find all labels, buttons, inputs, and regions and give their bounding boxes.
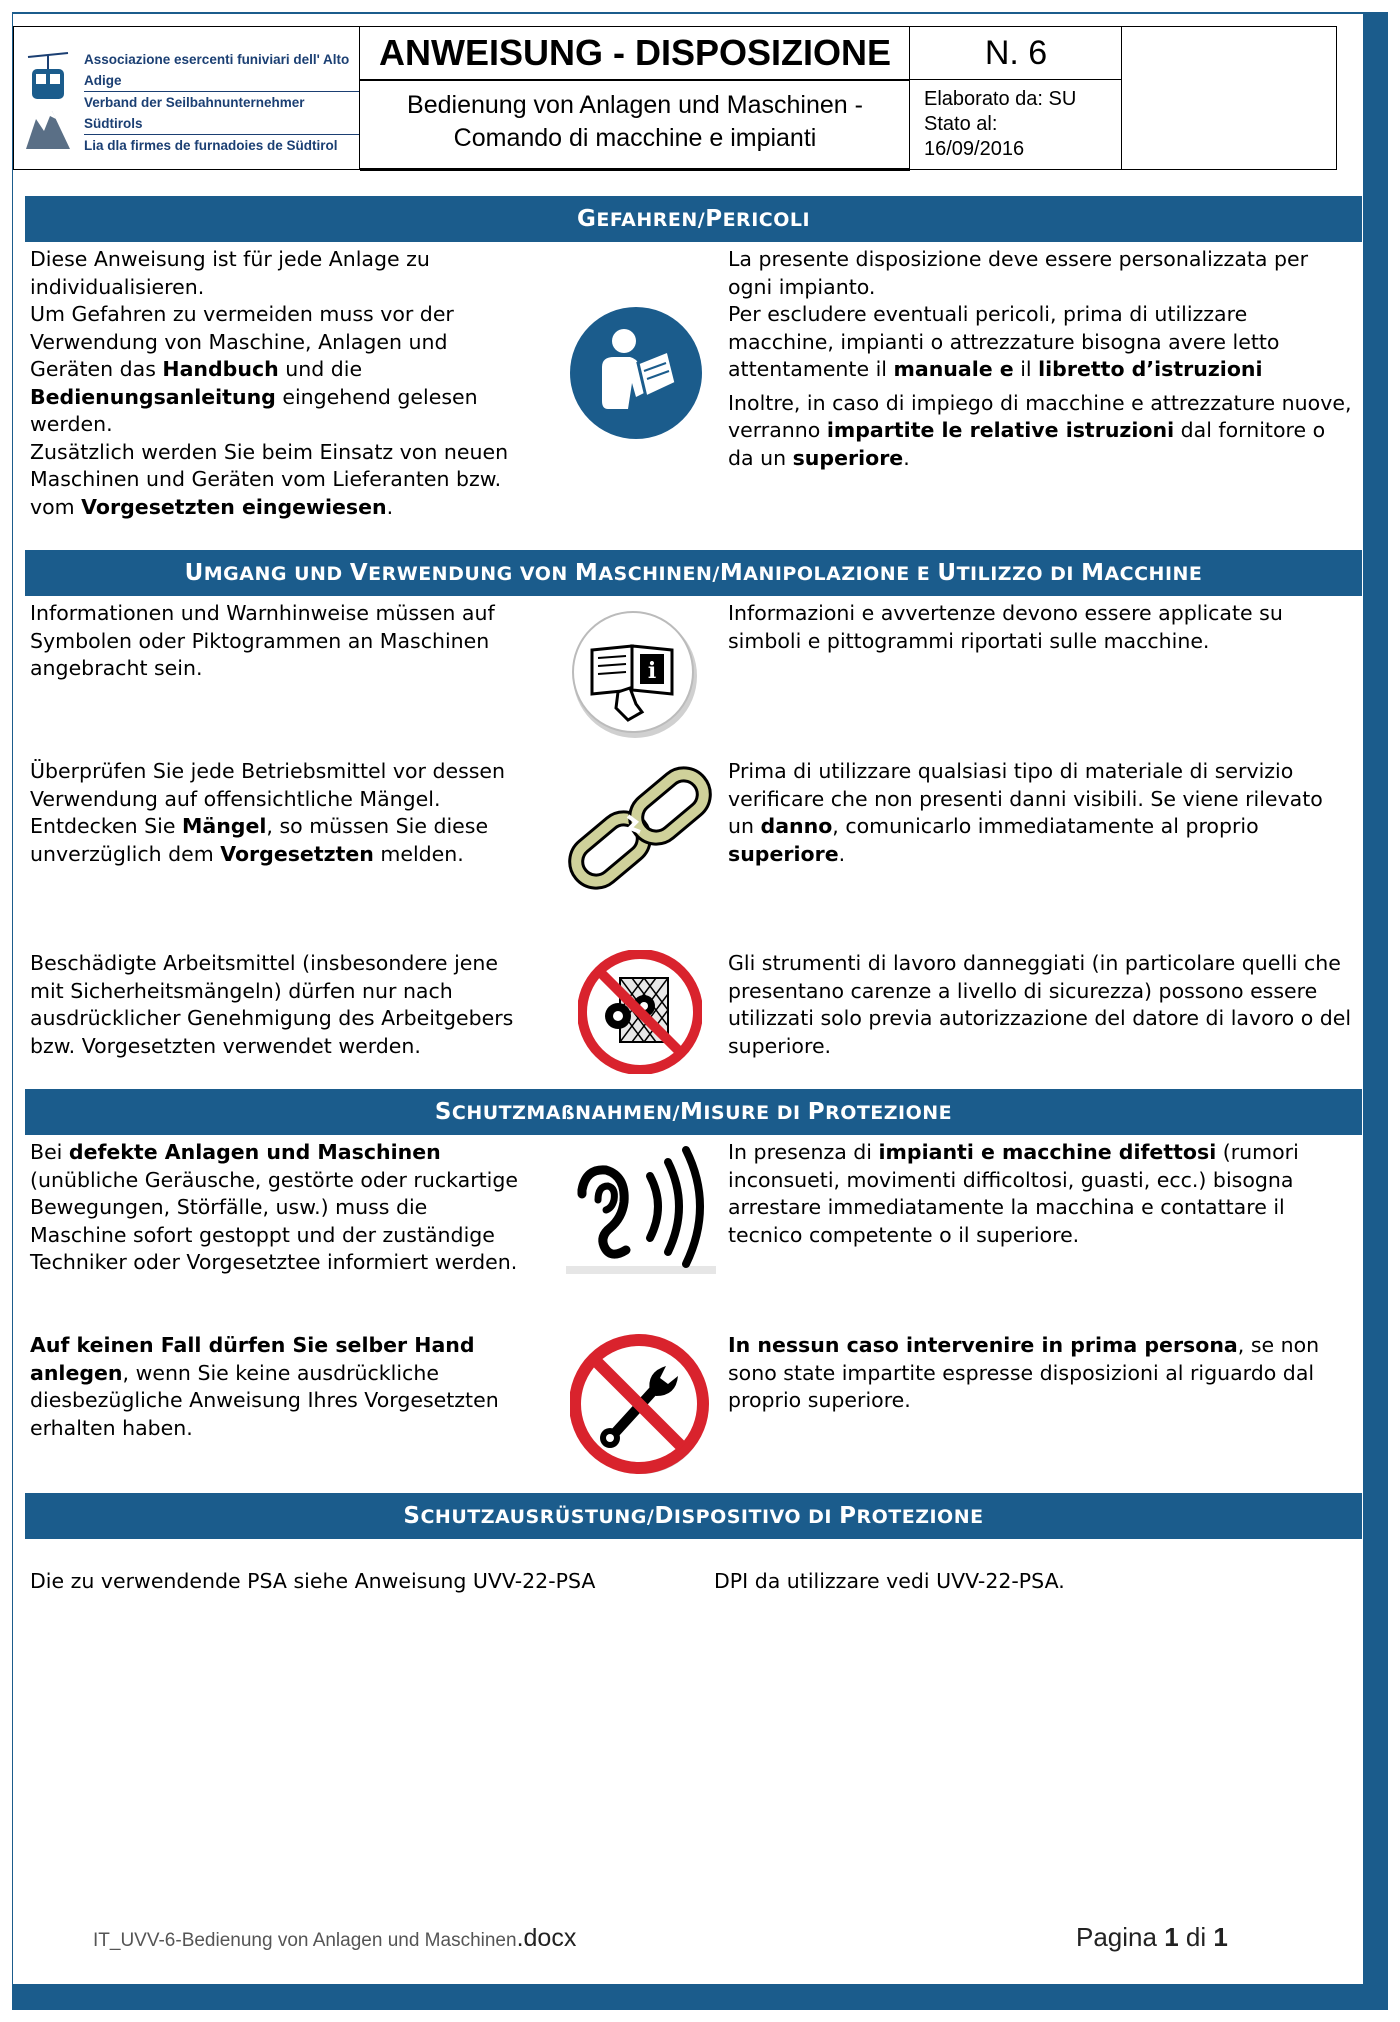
nohand-text-de: Auf keinen Fall dürfen Sie selber Hand anlegen, wenn Sie keine ausdrückliche diesbezügliche Anweisung Ihres Vorgesetzten erhalten haben. — [30, 1333, 499, 1440]
ppe-text-it: DPI da utilizzare vedi UVV-22-PSA. — [714, 1569, 1065, 1593]
header-table — [13, 26, 1337, 170]
blank-cell — [1122, 27, 1336, 169]
section-bar-hazards: GEFAHREN/PERICOLI — [25, 196, 1362, 242]
logo-text — [84, 49, 359, 156]
defect-text-de: Bei defekte Anlagen und Maschinen (unübliche Geräusche, gestörte oder ruckartige Bewegungen, Störfälle, usw.) muss die Maschine sofort gestoppt und der zuständige Techniker oder Vorgesetztee informiert werden. — [30, 1140, 518, 1274]
no-intervention-wrench-icon — [570, 1332, 710, 1476]
ear-noise-icon — [566, 1142, 716, 1274]
title-cell — [360, 27, 910, 169]
document-subtitle — [360, 89, 910, 155]
read-manual-icon — [568, 305, 704, 441]
logo-line-it: Associazione esercenti funiviari dell' Alto Adige — [84, 49, 359, 92]
subtitle-de: Bedienung von Anlagen und Maschinen - — [407, 91, 863, 119]
nohand-text-it: In nessun caso intervenire in prima persona, se non sono state impartite espresse disposizioni al riguardo dal proprio superiore. — [728, 1333, 1320, 1412]
title-underline — [360, 168, 910, 171]
document-meta — [924, 87, 1076, 162]
symbols-text-it: Informazioni e avvertenze devono essere applicate su simboli e pittogrammi riportati sulle macchine. — [728, 601, 1283, 653]
document-number: N. 6 — [910, 27, 1122, 80]
status-date: 16/09/2016 — [924, 138, 1025, 160]
logo-line-lad: Lia dla firmes de furnadoies de Südtirol — [84, 138, 338, 153]
logo-line-de: Verband der Seilbahnunternehmer Südtirols — [84, 92, 359, 135]
defect-text-it: In presenza di impianti e macchine difettosi (rumori inconsueti, movimenti difficoltosi, guasti, ecc.) bisogna arrestare immediatamente la macchina e contattare il tecnico competente o il superiore. — [728, 1140, 1299, 1247]
number-cell — [910, 27, 1122, 169]
damaged-text-de: Beschädigte Arbeitsmittel (insbesondere jene mit Sicherheitsmängeln) dürfen nur nach ausdrücklicher Genehmigung des Arbeitgebers bzw. Vorgesetzten verwendet werden. — [30, 951, 514, 1058]
ppe-text-de: Die zu verwendende PSA siehe Anweisung UVV-22-PSA — [30, 1569, 596, 1593]
elaborated-by: Elaborato da: SU — [924, 88, 1077, 110]
footer-page-number: Pagina 1 di 1 — [1076, 1922, 1228, 1952]
symbols-text-de: Informationen und Warnhinweise müssen auf Symbolen oder Piktogrammen an Maschinen angebracht sein. — [30, 601, 495, 680]
section-bar-equipment: SCHUTZAUSRÜSTUNG/DISPOSITIVO DI PROTEZIONE — [25, 1493, 1362, 1539]
check-text-de: Überprüfen Sie jede Betriebsmittel vor dessen Verwendung auf offensichtliche Mängel. Entdecken Sie Mängel, so müssen Sie diese unverzüglich dem Vorgesetzten melden. — [30, 759, 506, 866]
hazards-text-it: La presente disposizione deve essere personalizzata per ogni impianto. Per escludere eventuali pericoli, prima di utilizzare macchine, impianti o attrezzature bisogna avere letto attentamente il manuale e il libretto d’istruzioni Inoltre, in caso di impiego di macchine e attrezzature nuove, verranno impartite le relative istruzioni dal fornitore o da un superiore. — [728, 247, 1352, 470]
no-damaged-equipment-icon — [578, 950, 702, 1074]
section-bar-protection: SCHUTZMAßNAHMEN/MISURE DI PROTEZIONE — [25, 1089, 1362, 1135]
check-text-it: Prima di utilizzare qualsiasi tipo di materiale di servizio verificare che non presenti danni visibili. Se viene rilevato un danno, comunicarlo immediatamente al proprio superiore. — [728, 759, 1323, 866]
logo-cell — [14, 27, 360, 169]
status-label: Stato al: — [924, 113, 998, 135]
cable-car-logo-icon — [26, 49, 70, 149]
info-manual-icon — [570, 608, 700, 742]
svg-text:i: i — [647, 658, 657, 684]
section-bar-handling: UMGANG UND VERWENDUNG VON MASCHINEN/MANIPOLAZIONE E UTILIZZO DI MACCHINE — [25, 550, 1362, 596]
damaged-text-it: Gli strumenti di lavoro danneggiati (in particolare quelli che presentano carenze a livello di sicurezza) possono essere utilizzati solo previa autorizzazione del datore di lavoro o del superiore. — [728, 951, 1352, 1058]
hazards-text-de: Diese Anweisung ist für jede Anlage zu individualisieren. Um Gefahren zu vermeiden muss vor der Verwendung von Maschine, Anlagen und Geräten das Handbuch und die Bedienungsanleitung eingehend gelesen werden. Zusätzlich werden Sie beim Einsatz von neuen Maschinen und Geräten vom Lieferanten bzw. vom Vorgesetzten eingewiesen. — [30, 247, 509, 519]
footer-filename: IT_UVV-6-Bedienung von Anlagen und Maschinen.docx — [93, 1924, 577, 1952]
document-title: ANWEISUNG - DISPOSIZIONE — [360, 27, 910, 81]
subtitle-it: Comando di macchine e impianti — [453, 124, 817, 152]
broken-chain-icon — [566, 760, 714, 900]
